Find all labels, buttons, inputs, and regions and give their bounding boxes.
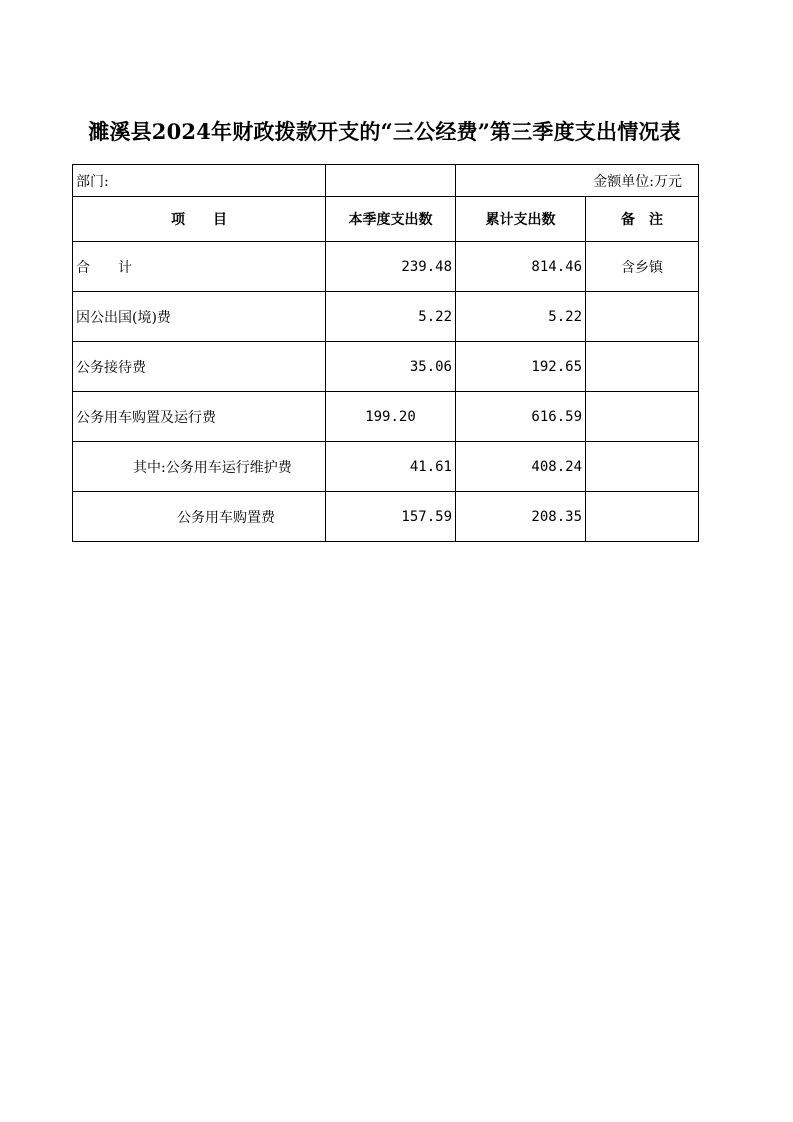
table-info-row [73,165,699,197]
row-remark [586,492,699,542]
row-cumulative-value: 192.65 [456,342,586,392]
row-cumulative-value: 814.46 [456,242,586,292]
row-cumulative-value: 208.35 [456,492,586,542]
table-row [73,442,699,492]
row-current-value: 41.61 [326,442,456,492]
header-item: 项 目 [73,197,326,242]
header-cumulative: 累计支出数 [456,197,586,242]
row-cumulative-value: 5.22 [456,292,586,342]
row-item-vehicles: 公务用车购置及运行费 [73,392,326,442]
table-row [73,392,699,442]
table-row [73,242,699,292]
row-cumulative-value: 408.24 [456,442,586,492]
row-current-value: 5.22 [326,292,456,342]
row-remark [586,392,699,442]
table-row [73,342,699,392]
unit-label: 金额单位:万元 [456,165,699,197]
row-remark: 含乡镇 [586,242,699,292]
row-item-vehicle-purchase: 公务用车购置费 [73,492,326,542]
row-item-overseas: 因公出国(境)费 [73,292,326,342]
row-current-value: 239.48 [326,242,456,292]
row-item-vehicle-maintenance: 其中:公务用车运行维护费 [73,442,326,492]
row-remark [586,292,699,342]
header-remark: 备 注 [586,197,699,242]
row-remark [586,442,699,492]
row-item-total: 合 计 [73,242,326,292]
header-current-quarter: 本季度支出数 [326,197,456,242]
info-blank-cell [326,165,456,197]
row-remark [586,342,699,392]
expense-table [72,164,699,542]
row-current-value: 157.59 [326,492,456,542]
row-item-reception: 公务接待费 [73,342,326,392]
table-row [73,492,699,542]
table-row [73,292,699,342]
table-header-row [73,197,699,242]
page-title: 濉溪县2024年财政拨款开支的“三公经费”第三季度支出情况表 [88,119,681,144]
row-current-value: 199.20 [326,392,456,442]
row-cumulative-value: 616.59 [456,392,586,442]
row-current-value: 35.06 [326,342,456,392]
department-label: 部门: [73,165,326,197]
